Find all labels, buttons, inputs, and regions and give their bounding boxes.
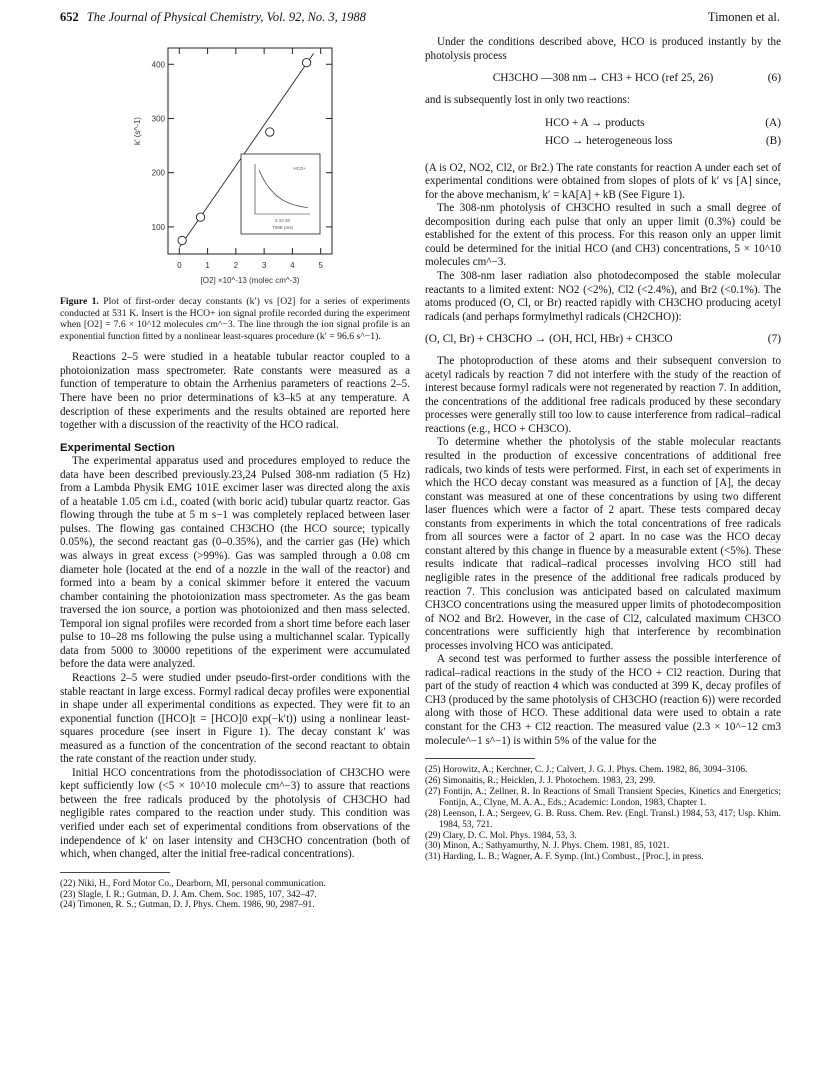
footnote: (31) Harding, L. B.; Wagner, A. F. Symp. (Int.) Combust., [Proc.], in press.	[425, 852, 704, 863]
data-point	[302, 58, 310, 66]
reaction-number: (B)	[765, 134, 781, 147]
journal-citation: The Journal of Physical Chemistry, Vol. 92, No. 3, 1988	[86, 10, 366, 24]
equation-text: CH3CHO —308 nm→ CH3 + HCO (ref 25, 26)	[492, 72, 714, 85]
data-point	[196, 213, 204, 221]
equation-6	[425, 72, 781, 94]
footnote: (22) Niki, H., Ford Motor Co., Dearborn, MI, personal communication.	[60, 878, 326, 889]
paragraph-second-test: A second test was performed to further assess the possible interference of radical–radical reactions in the study of the HCO + Cl2 reaction. During that part of the study of reaction 4 which was conducted at 399 K, decay profiles of CH3 (produced by the same photolysis of CH3CHO (reaction 6)) were recorded along with those of HCO. These additional data were used to obtain a rate constant for the CH3 + Cl2 reaction. The measured value (2.3 × 10^−12 cm3 molecule^−1 s^−1) is within 5% of the value for the	[425, 653, 781, 747]
footnote-rule	[60, 872, 170, 873]
paragraph-decomposition: The 308-nm photolysis of CH3CHO resulted in such a small degree of decomposition during each pulse that only an upper limit (0.3%) could be established for the extent of this process. For this reason only an upper limit could be determined for the initial HCO (and CH3) concentrations, 5 × 10^10 molecules cm^−3.	[425, 202, 781, 269]
footnote: (24) Timonen, R. S.; Gutman, D. J. Phys. Chem. 1986, 90, 2987–91.	[60, 900, 315, 911]
paragraph-atoms: The photoproduction of these atoms and their subsequent conversion to acetyl radicals by reaction 7 did not interfere with the study of the reaction of interest because formyl radicals were not regenerated by reaction 7. In addition, the concentrations of the additional free radicals produced by these secondary processes were generally still too low to cause interference from radical–radical reactions (e.g., HCO + CH3CO).	[425, 355, 781, 435]
reaction-b	[425, 135, 781, 153]
x-tick-label: 1	[205, 261, 210, 270]
footnote: (29) Clary, D. C. Mol. Phys. 1984, 53, 3.	[425, 830, 577, 841]
reaction-text: HCO → heterogeneous loss	[545, 134, 673, 147]
inset-y-label: HCO+	[293, 166, 306, 171]
footnotes-right	[425, 765, 781, 863]
x-axis-label: [O2] ×10^-13 (molec cm^-3)	[200, 276, 300, 285]
equation-number: (7)	[767, 333, 781, 346]
y-tick-label: 100	[151, 222, 165, 232]
paragraph-loss: and is subsequently lost in only two reactions:	[425, 94, 630, 107]
figure-1	[60, 36, 410, 294]
paragraph-pseudo-first-order: Reactions 2–5 were studied under pseudo-first-order conditions with the stable reactant in large excess. Formyl radical decay profiles were exponential in shape under all experimental conditions as expected. They were fit to an exponential function ([HCO]t = [HCO]0 exp(−k′t)) using a nonlinear least-squares procedure (see insert in Figure 1). The decay constant k′ was measured as a function of the concentration of the second reactant to obtain the rate constant of the reaction under study.	[60, 671, 410, 766]
footnote: (30) Minon, A.; Sathyamurthy, N. J. Phys. Chem. 1981, 85, 1021.	[425, 841, 670, 852]
page-number: 652	[60, 10, 79, 24]
caption-label: Figure 1.	[60, 296, 99, 307]
x-tick-label: 4	[290, 261, 295, 270]
footnote: (27) Fontijn, A.; Zellner, R. In Reactions of Small Transient Species, Kinetics and Energetics; Fontijn, A., Clyne, M. A. A., Eds.; Academic: London, 1983, Chapter 1.	[425, 786, 781, 808]
reaction-number: (A)	[765, 116, 781, 129]
paragraph-tests: To determine whether the photolysis of the stable molecular reactants resulted in the production of excessive concentrations of additional free radicals, two kinds of tests were performed. First, in each set of experiments in which the HCO decay constant was measured as a function of [A], the decay constant was measured at one of these concentrations by using two different laser fluences which were a factor of 2 apart. These tests compared decay constants from experiments in which the total concentrations of free radicals from all sources were a factor of 2 apart. In no case was the HCO decay constant altered by this change in fluence by a measurable extent (<5%). These results indicate that radical–radical processes involving HCO still had negligible rates in the presence of the additional free radicals produced by reaction 7. This conclusion was anticipated based on calculated maximum CH3CO concentrations using the measured upper limits of photodecomposition of NO2 and Br2. However, in the case of Cl2, calculated maximum CH3CO concentrations were sufficiently high that interference by recombination processes involving HCO was anticipated.	[425, 436, 781, 652]
equation-7	[425, 333, 781, 355]
left-column	[60, 36, 410, 911]
y-tick-label: 400	[151, 60, 165, 70]
footnote: (26) Simonaitis, R.; Heicklen, J. J. Photochem. 1983, 23, 299.	[425, 775, 656, 786]
intro-paragraph: Reactions 2–5 were studied in a heatable tubular reactor coupled to a photoionization mass spectrometer. Rate constants were measured as a function of temperature to obtain the Arrhenius parameters of reactions 2–5. There have been no prior determinations of k3–k5 at any temperature. A description of these experiments and the results obtained are reported here together with a discussion of the reactivity of the HCO radical.	[60, 351, 410, 432]
data-point	[178, 236, 186, 244]
header-left	[60, 10, 366, 25]
x-tick-label: 0	[177, 261, 182, 270]
inset-x-label: TIME (ms)	[272, 225, 293, 230]
paragraph-photolysis: Under the conditions described above, HCO is produced instantly by the photolysis process	[425, 36, 781, 62]
equation-number: (6)	[767, 72, 781, 85]
equation-text: (O, Cl, Br) + CH3CHO → (OH, HCl, HBr) + CH3CO	[425, 333, 673, 346]
y-tick-label: 200	[151, 168, 165, 178]
caption-text: Plot of first-order decay constants (k′) vs [O2] for a series of experiments conducted at 531 K. Insert is the HCO+ ion signal profile recorded during the experiment when [O2] = 7.6 × 10^12 molecules cm^−3. The line through the ion signal profile is an exponential function fitted by a nonlinear least-squares procedure (k′ = 96.6 s^−1).	[60, 296, 411, 342]
running-header	[60, 10, 780, 30]
decay-constant-chart	[60, 36, 410, 294]
x-tick-label: 3	[261, 261, 267, 270]
paragraph-initial-concentrations: Initial HCO concentrations from the photodissociation of CH3CHO were kept sufficiently low (<5 × 10^10 molecule cm^−3) to assure that reactions between the free radicals produced by the photolysis of CH3CHO had negligible rates compared to the reaction under study. This condition was verified under each set of experimental conditions from observations of the independence of k′ on laser intensity and CH3CHO concentration (both of which, when changed, alter the initial free-radical concentrations).	[60, 766, 410, 861]
header-authors: Timonen et al.	[707, 10, 780, 24]
inset-tick-labels: 0 10 20	[274, 218, 291, 223]
data-point	[266, 128, 274, 136]
section-heading: Experimental Section	[60, 441, 175, 454]
y-tick-label: 300	[151, 114, 165, 124]
paragraph-laser: The 308-nm laser radiation also photodecomposed the stable molecular reactants to a limited extent: NO2 (<2%), Cl2 (<2.4%), and Br2 (<0.1%). The atoms produced (O, Cl, or Br) reacted rapidly with CH3CHO producing acetyl radicals (and perhaps formylmethyl radicals (CH2CHO)):	[425, 270, 781, 323]
y-axis-label: k′ (s^-1)	[133, 117, 142, 145]
footnote-rule	[425, 758, 535, 759]
reaction-text: HCO + A → products	[545, 116, 645, 129]
x-tick-label: 5	[318, 261, 323, 270]
paragraph-rate-constants: (A is O2, NO2, Cl2, or Br2.) The rate constants for reaction A under each set of experimental conditions were obtained from slopes of plots of k′ vs [A] since, for the above mechanism, k′ = kA[A] + kB (See Figure 1).	[425, 161, 781, 201]
reaction-a	[425, 117, 781, 135]
footnote: (23) Slagle, I. R.; Gutman, D. J. Am. Chem. Soc. 1985, 107, 342–47.	[60, 889, 317, 900]
footnote: (25) Horowitz, A.; Kerchner, C. J.; Calvert, J. G. J. Phys. Chem. 1982, 86, 3094–3106.	[425, 765, 748, 776]
right-column	[425, 36, 781, 863]
x-tick-label: 2	[233, 261, 239, 270]
footnotes-left	[60, 879, 410, 912]
footnote: (28) Leenson, I. A.; Sergeev, G. B. Russ. Chem. Rev. (Engl. Transl.) 1984, 53, 417; Usp. Khim. 1984, 53, 721.	[425, 808, 781, 830]
figure-caption	[60, 296, 410, 342]
paragraph-apparatus: The experimental apparatus used and procedures employed to reduce the data have been described previously.23,24 Pulsed 308-nm radiation (5 Hz) from a Lambda Physik EMG 101E excimer laser was directed along the axis of a heatable 1.05 cm i.d., coated (with boric acid) tubular quartz reactor. Gas flowing through the tube at 5 m s−1 was completely replaced between laser pulses. The flowing gas contained CH3CHO (the HCO source; typically 0.05%), the second reactant gas (0–0.35%), and the carrier gas (He) which was always in great excess (>99%). Gas was sampled through a 0.08 cm diameter hole (located at the end of a nozzle in the wall of the reactor) and formed into a beam by a conical skimmer before it entered the vacuum chamber containing the photoionization mass spectrometer. As the gas beam traversed the ion source, a portion was photoionized and then mass selected. Temporal ion signal profiles were recorded from a short time before each laser pulse to 10–28 ms following the pulse using a multichannel scalar. Typically data from 5000 to 30000 repetitions of the experiment were accumulated before the data were analyzed.	[60, 455, 410, 671]
